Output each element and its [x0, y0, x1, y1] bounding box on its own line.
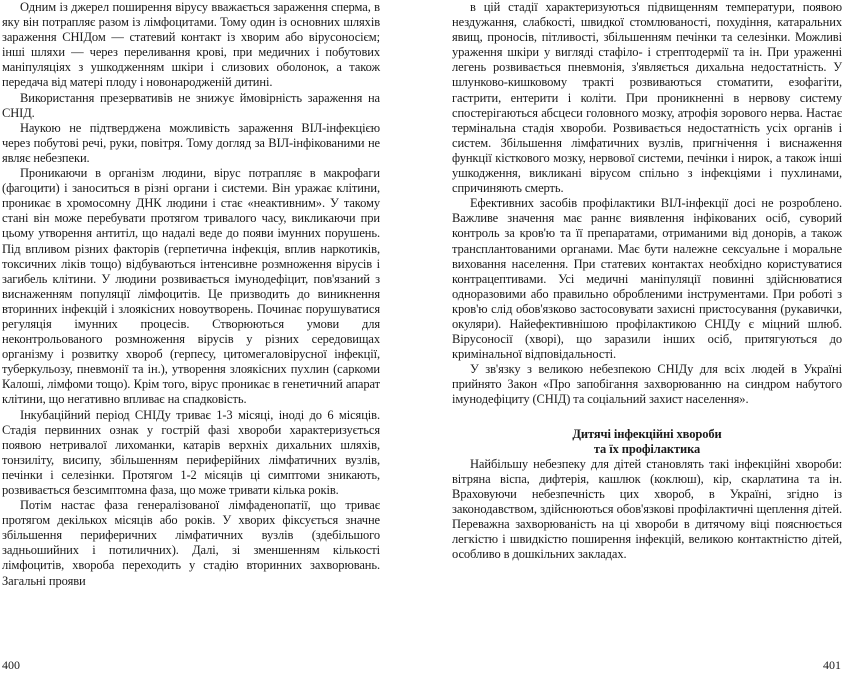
- paragraph: Одним із джерел поширення вірусу вважається зараження сперма, в яку він потрапляє разом із лімфоцитами. Тому один із основних шляхів зараження СНІДом — статевий контакт із хворим або вірусоносієм; інші шляхи — через переливання крові, при медичних і побутових маніпуляціях з ушкодженням шкіри і слизових оболонок, а також передача від матері плоду і новонародженій дитині.: [2, 0, 380, 90]
- paragraph: Ефективних засобів профілактики ВІЛ-інфекції досі не розроблено. Важливе значення має раннє виявлення інфікованих осіб, суворий контроль за кров'ю та її препаратами, отриманими від донорів, а також трансплантованими органами. Має бути належне сексуальне і моральне виховання населення. При статевих контактах необхідно користуватися контрацептивами. Усі медичні маніпуляції повинні здійснюватися одноразовими або правильно обробленими інструментами. При роботі з кров'ю слід обов'язково застосовувати захисні пристосування (рукавички, окуляри). Найефективнішою профілактикою СНІДу є міцний шлюб. Вірусоносії (хворі), що заразили інших осіб, притягуються до кримінальної відповідальності.: [452, 196, 842, 362]
- paragraph: Проникаючи в організм людини, вірус потрапляє в макрофаги (фагоцити) і заноситься в різні органи і системи. Він уражає клітини, проникає в хромосомну ДНК людини і стає «неактивним». У такому стані він може перебувати протягом тривалого часу, викликаючи при цьому утворення антитіл, що надалі веде до появи імунних порушень. Під впливом різних факторів (герпетична інфекція, вплив наркотиків, токсичних ліків тощо) відбуваються інтенсивне розмноження вірусів і загибель клітини. У людини розвивається імунодефіцит, пов'язаний з виснаженням популяції лімфоцитів. Це призводить до виникнення вторинних інфекцій і злоякісних новоутворень. Починає порушуватися регуляція імунних процесів. Створюються умови для неконтрольованого розмноження вірусів у різних середовищах організму і розвитку хвороб (герпесу, цитомегаловірусної інфекції, туберкульозу, пневмонії та ін.), утворення злоякісних пухлин (саркоми Калоші, лімфоми тощо). Крім того, вірус проникає в генетичний апарат клітини, що негативно впливає на спадковість.: [2, 166, 380, 407]
- paragraph: Інкубаційний період СНІДу триває 1-3 місяці, іноді до 6 місяців. Стадія первинних ознак у гострій фазі хвороби характеризується появою нетривалої лихоманки, катарів верхніх дихальних шляхів, тонзиліту, висипу, збільшенням периферійних лімфатичних вузлів, печінки і селезінки. Протягом 1-2 місяців ці симптоми зникають, розвивається безсимптомна фаза, що може тривати кілька років.: [2, 407, 380, 497]
- section-heading-line1: Дитячі інфекційні хвороби: [572, 426, 722, 441]
- paragraph: У зв'язку з великою небезпекою СНІДу для всіх людей в Україні прийнято Закон «Про запобігання захворюванню на синдром набутого імунодефіциту (СНІД) та соціальний захист населення».: [452, 362, 842, 407]
- paragraph: Найбільшу небезпеку для дітей становлять такі інфекційні хвороби: вітряна віспа, дифтерія, кашлюк (коклюш), кір, скарлатина та ін. Враховуючи небезпечність цих хвороб, в Україні, згідно із законодавством, здійснюються обов'язкові профілактичні щеплення дітей. Переважна захворюваність на ці хвороби в дитячому віці пояснюється легкістю і швидкістю поширення інфекцій, великою контактністю дітей, особливо в дошкільних закладах.: [452, 456, 842, 562]
- paragraph: в цій стадії характеризуються підвищенням температури, появою нездужання, слабкості, швидкої стомлюваності, похудіння, катаральних явищ, проносів, пітливості, збільшенням печінки та селезінки. Можливі ураження шкіри у вигляді стафіло- і стрептодермії та ін. При ураженні легень розвивається пневмонія, з'являється дихальна недостатність. У шлунково-кишковому тракті розвиваються стоматити, езофагіти, гастрити, ентерити і коліти. При проникненні в нервову систему спостерігаються абсцеси головного мозку, атрофія зорового нерва. Настає термінальна стадія хвороби. Розвивається недостатність усіх органів і систем. Збільшення лімфатичних вузлів, пригнічення і виснаження функції кісткового мозку, нервової системи, печінки і нирок, а також інші ушкодження, викликані вірусом спільно з інфекціями і пухлинами, спричиняють смерть.: [452, 0, 842, 196]
- left-text-column: [2, 0, 380, 589]
- right-text-column: [452, 0, 842, 562]
- right-page: [425, 0, 845, 679]
- page-number: 401: [823, 658, 841, 672]
- page-number: 400: [2, 658, 20, 672]
- paragraph: Наукою не підтверджена можливість зараження ВІЛ-інфекцією через побутові речі, руки, повітря. Тому догляд за ВІЛ-інфікованими не являє небезпеки.: [2, 120, 380, 165]
- paragraph: Використання презервативів не знижує ймовірність зараження на СНІД.: [2, 90, 380, 120]
- section-heading-line2: та їх профілактика: [593, 441, 701, 456]
- section-heading: [452, 427, 842, 457]
- paragraph: Потім настає фаза генералізованої лімфаденопатії, що триває протягом декількох місяців або років. У хворих фіксується значне збільшення периферичних лімфатичних вузлів (здебільшого задньошийних і потиличних). Далі, зі зменшенням кількості лімфоцитів, хвороба переходить у стадію вторинних захворювань. Загальні прояви: [2, 498, 380, 588]
- left-page: [0, 0, 420, 679]
